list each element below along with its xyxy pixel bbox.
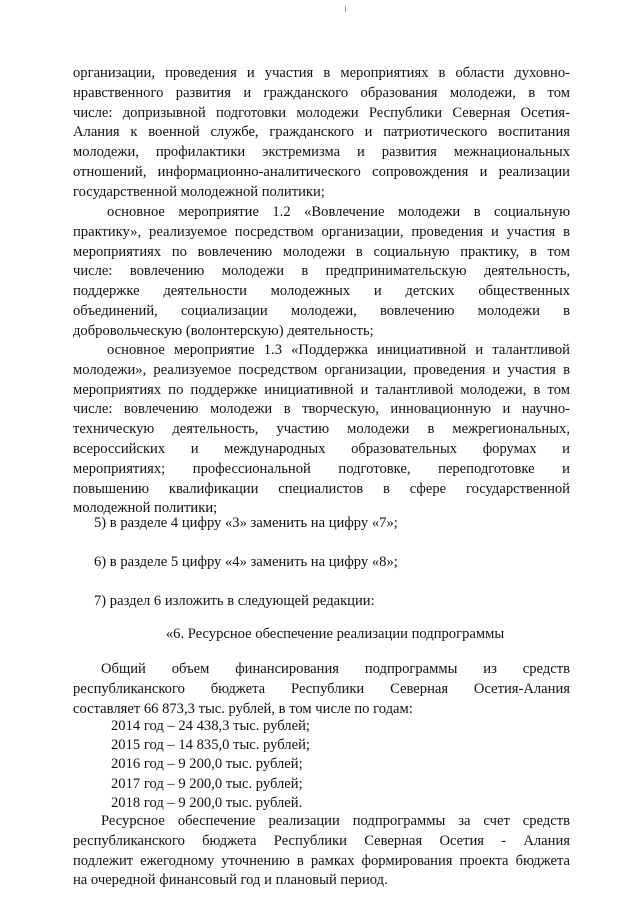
text-line: основное мероприятие 1.2 «Вовлечение молодежи в социальную	[107, 204, 570, 220]
text-line: республиканского бюджета Республики Северная Осетия-Алания	[73, 680, 570, 697]
text-line: республиканского бюджета Республики Северная Осетия - Алания	[73, 832, 570, 849]
financing-by-year-list	[111, 717, 310, 813]
paragraph-activity-1-3	[73, 341, 570, 519]
amendment-item-5: 5) в разделе 4 цифру «3» заменить на цифру «7»;	[94, 515, 398, 531]
amendment-item-7: 7) раздел 6 изложить в следующей редакции:	[94, 593, 375, 609]
text-line: мероприятиях по поддержке инициативной и талантливой молодежи, в том	[73, 381, 570, 398]
text-line: организации, проведения и участия в мероприятиях в области духовно-	[73, 65, 570, 81]
year-item: 2016 год – 9 200,0 тыс. рублей;	[111, 756, 303, 773]
paragraph-activities-spiritual	[73, 64, 570, 203]
text-line: Ресурсное обеспечение реализации подпрограммы за счет средств	[101, 813, 570, 829]
text-line: нравственного развития и гражданского образования молодежи, в том	[73, 84, 570, 101]
text-line: мероприятиях по вовлечению молодежи в социальную практику, в том	[73, 243, 570, 260]
text-line: числе: вовлечению молодежи в предпринимательскую деятельность,	[73, 263, 570, 280]
page-top-mark	[345, 6, 346, 12]
text-line: молодежи», реализуемое посредством организации, проведения и участия в	[73, 361, 570, 378]
text-line: техническую деятельность, участию молодежи в межрегиональных,	[73, 421, 570, 438]
year-item: 2018 год – 9 200,0 тыс. рублей.	[111, 794, 303, 811]
text-line: основное мероприятие 1.3 «Поддержка инициативной и талантливой	[107, 342, 570, 358]
text-line: числе: допризывной подготовки молодежи Республики Северная Осетия-	[73, 104, 570, 121]
paragraph-activity-1-2	[73, 203, 570, 342]
paragraph-financing-clarification	[73, 812, 570, 891]
text-line: добровольческую (волонтерскую) деятельность;	[73, 322, 374, 339]
year-item: 2015 год – 14 835,0 тыс. рублей;	[111, 737, 310, 754]
text-line: составляет 66 873,3 тыс. рублей, в том числе по годам:	[73, 700, 413, 717]
amendment-item-6: 6) в разделе 5 цифру «4» заменить на цифру «8»;	[94, 554, 398, 570]
text-line: повышению квалификации специалистов в сфере государственной	[73, 480, 570, 497]
text-line: молодежной политики;	[73, 500, 218, 517]
text-line: мероприятиях; профессиональной подготовке, переподготовке и	[73, 460, 570, 477]
year-item: 2017 год – 9 200,0 тыс. рублей;	[111, 775, 303, 792]
section-heading: «6. Ресурсное обеспечение реализации подпрограммы	[165, 626, 505, 642]
year-item: 2014 год – 24 438,3 тыс. рублей;	[111, 718, 310, 734]
text-line: Алания к военной службе, гражданского и патриотического воспитания	[73, 124, 570, 141]
text-line: поддержке деятельности молодежных и детских общественных	[73, 283, 570, 300]
text-line: молодежи, профилактики экстремизма и развития межнациональных	[73, 144, 570, 161]
text-line: практику», реализуемое посредством организации, проведения и участия в	[73, 223, 570, 240]
text-line: государственной молодежной политики;	[73, 183, 325, 200]
text-line: Общий объем финансирования подпрограммы из средств	[101, 661, 570, 677]
text-line: отношений, информационно-аналитического сопровождения и реализации	[73, 163, 570, 180]
text-line: объединений, социализации молодежи, вовлечению молодежи в	[73, 302, 570, 319]
text-line: на очередной финансовый год и плановый период.	[73, 872, 388, 889]
paragraph-financing-total	[73, 660, 570, 719]
text-line: всероссийских и международных образовательных форумах и	[73, 440, 570, 457]
text-line: подлежит ежегодному уточнению в рамках формирования проекта бюджета	[73, 852, 570, 869]
text-line: числе: вовлечению молодежи в творческую, инновационную и научно-	[73, 401, 570, 418]
